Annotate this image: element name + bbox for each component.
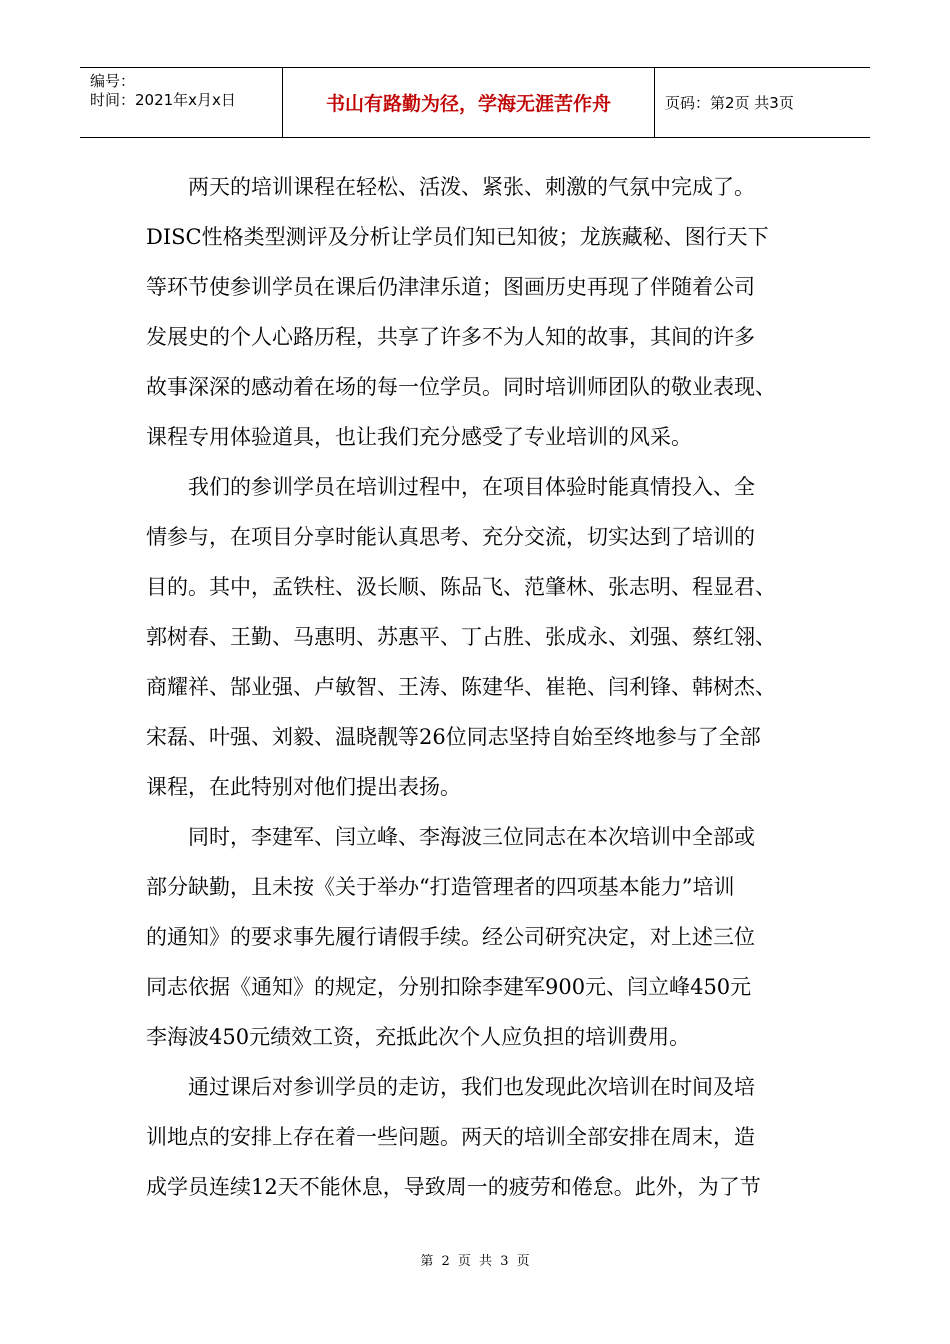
date-label: 时间：2021年x月x日 xyxy=(90,91,236,109)
text-line: 的通知》的要求事先履行请假手续。经公司研究决定，对上述三位 xyxy=(146,925,755,949)
text-line: 成学员连续12天不能休息，导致周一的疲劳和倦怠。此外，为了节 xyxy=(146,1175,761,1199)
text-line: 故事深深的感动着在场的每一位学员。同时培训师团队的敬业表现、 xyxy=(146,375,776,399)
document-body xyxy=(146,162,836,1212)
text-line: 等环节使参训学员在课后仍津津乐道；图画历史再现了伴随着公司 xyxy=(146,275,755,299)
text-line: 我们的参训学员在培训过程中，在项目体验时能真情投入、全 xyxy=(146,475,755,499)
text-line: 商耀祥、郜业强、卢敏智、王涛、陈建华、崔艳、闫利锋、韩树杰、 xyxy=(146,675,776,699)
text-line: 同时，李建军、闫立峰、李海波三位同志在本次培训中全部或 xyxy=(146,825,755,849)
header-motto: 书山有路勤为径，学海无涯苦作舟 xyxy=(283,68,655,137)
text-line: 同志依据《通知》的规定，分别扣除李建军900元、闫立峰450元 xyxy=(146,975,752,999)
text-line: 李海波450元绩效工资，充抵此次个人应负担的培训费用。 xyxy=(146,1025,691,1049)
page-header xyxy=(80,67,870,138)
text-line: 宋磊、叶强、刘毅、温晓靓等26位同志坚持自始至终地参与了全部 xyxy=(146,725,761,749)
text-line: 训地点的安排上存在着一些问题。两天的培训全部安排在周末，造 xyxy=(146,1125,755,1149)
text-line: 郭树春、王勤、马惠明、苏惠平、丁占胜、张成永、刘强、蔡红翎、 xyxy=(146,625,776,649)
text-line: 部分缺勤，且未按《关于举办“打造管理者的四项基本能力”培训 xyxy=(146,875,735,899)
text-line: 目的。其中，孟铁柱、汲长顺、陈品飞、范肇林、张志明、程显君、 xyxy=(146,575,776,599)
header-page-code: 页码：第2页 共3页 xyxy=(665,94,794,112)
page-footer: 第 2 页 共 3 页 xyxy=(420,1254,530,1269)
text-line: DISC性格类型测评及分析让学员们知已知彼；龙族藏秘、图行天下 xyxy=(146,225,769,249)
text-line: 通过课后对参训学员的走访，我们也发现此次培训在时间及培 xyxy=(146,1075,755,1099)
text-line: 课程专用体验道具，也让我们充分感受了专业培训的风采。 xyxy=(146,425,692,449)
text-line: 情参与，在项目分享时能认真思考、充分交流，切实达到了培训的 xyxy=(146,525,755,549)
number-label: 编号： xyxy=(90,72,136,90)
text-line: 两天的培训课程在轻松、活泼、紧张、刺激的气氛中完成了。 xyxy=(146,175,755,199)
text-line: 课程，在此特别对他们提出表扬。 xyxy=(146,775,461,799)
text-line: 发展史的个人心路历程，共享了许多不为人知的故事，其间的许多 xyxy=(146,325,755,349)
header-meta xyxy=(80,68,283,137)
